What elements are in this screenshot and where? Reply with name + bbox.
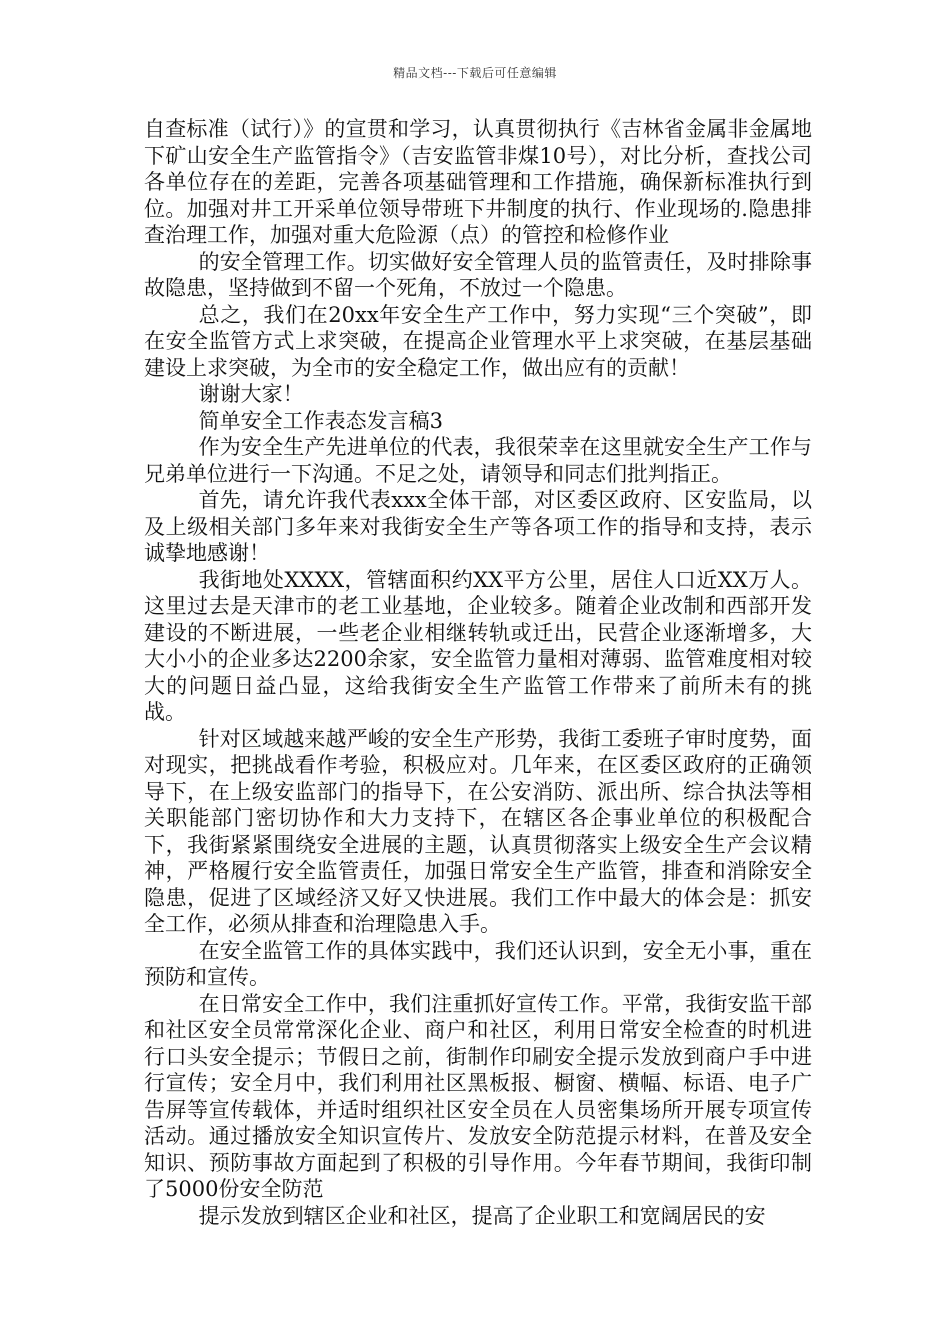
paragraph: 在安全监管工作的具体实践中，我们还认识到，安全无小事，重在预防和宣传。 xyxy=(144,938,812,989)
paragraph: 在日常安全工作中，我们注重抓好宣传工作。平常，我街安监干部和社区安全员常常深化企业、商户和社区，利用日常安全检查的时机进行口头安全提示；节假日之前，街制作印刷安全提示发放到商户手中进行宣传；安全月中，我们利用社区黑板报、橱窗、横幅、标语、电子广告屏等宣传载体，并适时组织社区安全员在人员密集场所开展专项宣传活动。通过播放安全知识宣传片、发放安全防范提示材料，在普及安全知识、预防事故方面起到了积极的引导作用。今年春节期间，我街印制了5000份安全防范 xyxy=(144,991,812,1201)
paragraph: 提示发放到辖区企业和社区，提高了企业职工和宽阔居民的安 xyxy=(198,1203,766,1228)
section-title: 简单安全工作表态发言稿3 xyxy=(198,408,443,433)
paragraph: 谢谢大家！ xyxy=(198,382,304,406)
paragraph: 针对区域越来越严峻的安全生产形势，我街工委班子审时度势，面对现实，把挑战看作考验，积极应对。几年来，在区委区政府的正确领导下，在上级安监部门的指导下，在公安消防、派出所、综合执法等相关职能部门密切协作和大力支持下，在辖区各企事业单位的积极配合下，我街紧紧围绕安全进展的主题，认真贯彻落实上级安全生产会议精神，严格履行安全监管责任，加强日常安全生产监管，排查和消除安全隐患，促进了区域经济又好又快进展。我们工作中最大的体会是：抓安全工作，必须从排查和治理隐患入手。 xyxy=(144,726,812,936)
document-body xyxy=(144,116,812,1229)
page-header: 精品文档---下载后可任意编辑 xyxy=(393,66,557,80)
paragraph: 首先，请允许我代表xxx全体干部，对区委区政府、区安监局，以及上级相关部门多年来对我街安全生产等各项工作的指导和支持，表示诚挚地感谢！ xyxy=(144,488,812,565)
paragraph: 总之，我们在20xx年安全生产工作中，努力实现“三个突破”，即在安全监管方式上求突破，在提高企业管理水平上求突破，在基层基础建设上求突破，为全市的安全稳定工作，做出应有的贡献！ xyxy=(144,302,812,380)
paragraph: 自查标准（试行）》的宣贯和学习，认真贯彻执行《吉林省金属非金属地下矿山安全生产监管指令》（吉安监管非煤10号），对比分析，查找公司各单位存在的差距，完善各项基础管理和工作措施，确保新标准执行到位。加强对井工开采单位领导带班下井制度的执行、作业现场的.隐患排查治理工作，加强对重大危险源（点）的管控和检修作业 xyxy=(144,117,812,247)
paragraph: 我街地处XXXX，管辖面积约XX平方公里，居住人口近XX万人。这里过去是天津市的老工业基地，企业较多。随着企业改制和西部开发建设的不断进展，一些老企业相继转轨或迁出，民营企业逐渐增多，大大小小的企业多达2200余家，安全监管力量相对薄弱、监管难度相对较大的问题日益凸显，这给我街安全生产监管工作带来了前所未有的挑战。 xyxy=(144,567,812,724)
paragraph: 作为安全生产先进单位的代表，我很荣幸在这里就安全生产工作与兄弟单位进行一下沟通。不足之处，请领导和同志们批判指正。 xyxy=(144,435,812,486)
paragraph: 的安全管理工作。切实做好安全管理人员的监管责任，及时排除事故隐患，坚持做到不留一个死角，不放过一个隐患。 xyxy=(144,249,812,300)
